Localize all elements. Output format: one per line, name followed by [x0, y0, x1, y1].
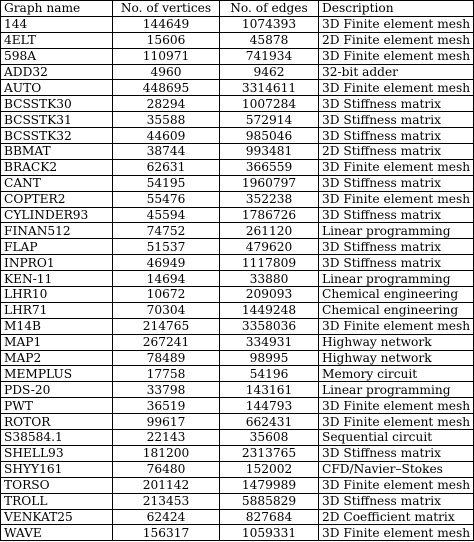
cell-vertices: 17758 [113, 366, 220, 382]
cell-graph-name: PDS-20 [1, 382, 113, 398]
cell-edges: 993481 [220, 144, 319, 160]
cell-graph-name: S38584.1 [1, 430, 113, 446]
cell-description: 3D Stiffness matrix [319, 207, 474, 223]
cell-edges: 45878 [220, 32, 319, 48]
table-row [1, 223, 474, 239]
cell-vertices: 38744 [113, 144, 220, 160]
table-row [1, 239, 474, 255]
table-row [1, 48, 474, 64]
cell-description: Chemical engineering [319, 287, 474, 303]
cell-edges: 741934 [220, 48, 319, 64]
cell-graph-name: SHELL93 [1, 445, 113, 461]
table-row [1, 509, 474, 525]
table-row [1, 255, 474, 271]
cell-description: 3D Stiffness matrix [319, 112, 474, 128]
table-row [1, 398, 474, 414]
cell-graph-name: 144 [1, 16, 113, 32]
cell-vertices: 144649 [113, 16, 220, 32]
cell-vertices: 14694 [113, 271, 220, 287]
table-row [1, 191, 474, 207]
cell-vertices: 22143 [113, 430, 220, 446]
table-row [1, 525, 474, 541]
cell-edges: 98995 [220, 350, 319, 366]
cell-edges: 1960797 [220, 175, 319, 191]
cell-vertices: 55476 [113, 191, 220, 207]
cell-description: Linear programming [319, 271, 474, 287]
cell-description: 3D Stiffness matrix [319, 128, 474, 144]
table-row [1, 32, 474, 48]
cell-vertices: 46949 [113, 255, 220, 271]
cell-edges: 152002 [220, 461, 319, 477]
cell-edges: 2313765 [220, 445, 319, 461]
table-row [1, 493, 474, 509]
cell-graph-name: AUTO [1, 80, 113, 96]
table-row [1, 302, 474, 318]
cell-graph-name: FINAN512 [1, 223, 113, 239]
table-row [1, 461, 474, 477]
cell-graph-name: LHR10 [1, 287, 113, 303]
cell-vertices: 4960 [113, 64, 220, 80]
cell-edges: 334931 [220, 334, 319, 350]
table-row [1, 271, 474, 287]
cell-edges: 366559 [220, 159, 319, 175]
table-header [1, 1, 474, 17]
cell-vertices: 36519 [113, 398, 220, 414]
cell-vertices: 99617 [113, 414, 220, 430]
table-row [1, 445, 474, 461]
cell-edges: 33880 [220, 271, 319, 287]
table-row [1, 159, 474, 175]
cell-edges: 985046 [220, 128, 319, 144]
cell-vertices: 62424 [113, 509, 220, 525]
cell-edges: 827684 [220, 509, 319, 525]
cell-description: Linear programming [319, 223, 474, 239]
cell-graph-name: SHYY161 [1, 461, 113, 477]
cell-graph-name: BBMAT [1, 144, 113, 160]
cell-vertices: 110971 [113, 48, 220, 64]
cell-graph-name: 598A [1, 48, 113, 64]
cell-vertices: 62631 [113, 159, 220, 175]
table-row [1, 64, 474, 80]
cell-description: CFD/Navier–Stokes [319, 461, 474, 477]
cell-graph-name: CANT [1, 175, 113, 191]
cell-description: 3D Stiffness matrix [319, 445, 474, 461]
cell-edges: 5885829 [220, 493, 319, 509]
cell-description: 3D Finite element mesh [319, 48, 474, 64]
table-row [1, 477, 474, 493]
cell-vertices: 156317 [113, 525, 220, 541]
table-row [1, 128, 474, 144]
cell-graph-name: MAP1 [1, 334, 113, 350]
cell-description: 2D Coefficient matrix [319, 509, 474, 525]
cell-vertices: 448695 [113, 80, 220, 96]
cell-description: 3D Finite element mesh [319, 191, 474, 207]
cell-vertices: 214765 [113, 318, 220, 334]
cell-vertices: 54195 [113, 175, 220, 191]
cell-edges: 572914 [220, 112, 319, 128]
cell-edges: 209093 [220, 287, 319, 303]
cell-edges: 1786726 [220, 207, 319, 223]
header-description: Description [319, 1, 474, 17]
cell-edges: 3358036 [220, 318, 319, 334]
table-row [1, 366, 474, 382]
cell-description: 3D Stiffness matrix [319, 493, 474, 509]
table-row [1, 287, 474, 303]
table-row [1, 175, 474, 191]
cell-edges: 144793 [220, 398, 319, 414]
cell-graph-name: ADD32 [1, 64, 113, 80]
cell-description: Chemical engineering [319, 302, 474, 318]
cell-edges: 35608 [220, 430, 319, 446]
cell-description: 3D Finite element mesh [319, 80, 474, 96]
cell-graph-name: BCSSTK30 [1, 96, 113, 112]
cell-edges: 1074393 [220, 16, 319, 32]
cell-graph-name: BCSSTK32 [1, 128, 113, 144]
table-row [1, 144, 474, 160]
cell-description: 3D Stiffness matrix [319, 96, 474, 112]
cell-vertices: 74752 [113, 223, 220, 239]
cell-graph-name: KEN-11 [1, 271, 113, 287]
cell-graph-name: MAP2 [1, 350, 113, 366]
cell-graph-name: TORSO [1, 477, 113, 493]
header-row [1, 1, 474, 17]
cell-vertices: 76480 [113, 461, 220, 477]
cell-description: Memory circuit [319, 366, 474, 382]
cell-description: 3D Finite element mesh [319, 318, 474, 334]
cell-graph-name: BCSSTK31 [1, 112, 113, 128]
cell-graph-name: CYLINDER93 [1, 207, 113, 223]
header-edges: No. of edges [220, 1, 319, 17]
cell-graph-name: BRACK2 [1, 159, 113, 175]
cell-edges: 261120 [220, 223, 319, 239]
cell-description: 3D Finite element mesh [319, 398, 474, 414]
table-row [1, 350, 474, 366]
cell-description: 3D Stiffness matrix [319, 239, 474, 255]
cell-edges: 662431 [220, 414, 319, 430]
table-row [1, 80, 474, 96]
table-row [1, 207, 474, 223]
table-row [1, 382, 474, 398]
table-row [1, 334, 474, 350]
cell-edges: 3314611 [220, 80, 319, 96]
cell-graph-name: FLAP [1, 239, 113, 255]
table-row [1, 16, 474, 32]
cell-graph-name: VENKAT25 [1, 509, 113, 525]
cell-description: 2D Finite element mesh [319, 32, 474, 48]
cell-description: 3D Finite element mesh [319, 525, 474, 541]
cell-vertices: 28294 [113, 96, 220, 112]
cell-edges: 143161 [220, 382, 319, 398]
cell-graph-name: LHR71 [1, 302, 113, 318]
cell-description: Highway network [319, 334, 474, 350]
cell-vertices: 201142 [113, 477, 220, 493]
cell-graph-name: PWT [1, 398, 113, 414]
cell-vertices: 78489 [113, 350, 220, 366]
cell-description: 3D Stiffness matrix [319, 175, 474, 191]
cell-description: 2D Stiffness matrix [319, 144, 474, 160]
cell-description: Sequential circuit [319, 430, 474, 446]
cell-description: Highway network [319, 350, 474, 366]
cell-graph-name: TROLL [1, 493, 113, 509]
cell-description: 3D Finite element mesh [319, 477, 474, 493]
cell-graph-name: WAVE [1, 525, 113, 541]
cell-graph-name: M14B [1, 318, 113, 334]
cell-graph-name: INPRO1 [1, 255, 113, 271]
cell-graph-name: ROTOR [1, 414, 113, 430]
cell-edges: 479620 [220, 239, 319, 255]
table-row [1, 112, 474, 128]
cell-edges: 1449248 [220, 302, 319, 318]
cell-graph-name: 4ELT [1, 32, 113, 48]
cell-vertices: 181200 [113, 445, 220, 461]
header-graph-name: Graph name [1, 1, 113, 17]
cell-graph-name: MEMPLUS [1, 366, 113, 382]
cell-description: 32-bit adder [319, 64, 474, 80]
cell-vertices: 213453 [113, 493, 220, 509]
cell-vertices: 45594 [113, 207, 220, 223]
table-row [1, 318, 474, 334]
table-row [1, 430, 474, 446]
header-vertices: No. of vertices [113, 1, 220, 17]
cell-description: 3D Finite element mesh [319, 159, 474, 175]
cell-edges: 1479989 [220, 477, 319, 493]
cell-edges: 1117809 [220, 255, 319, 271]
cell-description: Linear programming [319, 382, 474, 398]
cell-vertices: 51537 [113, 239, 220, 255]
cell-vertices: 33798 [113, 382, 220, 398]
cell-edges: 9462 [220, 64, 319, 80]
cell-vertices: 44609 [113, 128, 220, 144]
cell-edges: 1059331 [220, 525, 319, 541]
cell-description: 3D Stiffness matrix [319, 255, 474, 271]
cell-edges: 54196 [220, 366, 319, 382]
cell-edges: 352238 [220, 191, 319, 207]
cell-vertices: 70304 [113, 302, 220, 318]
table-row [1, 96, 474, 112]
table-body [1, 16, 474, 540]
cell-description: 3D Finite element mesh [319, 414, 474, 430]
cell-vertices: 10672 [113, 287, 220, 303]
cell-vertices: 15606 [113, 32, 220, 48]
cell-edges: 1007284 [220, 96, 319, 112]
cell-vertices: 35588 [113, 112, 220, 128]
table-row [1, 414, 474, 430]
cell-description: 3D Finite element mesh [319, 16, 474, 32]
cell-graph-name: COPTER2 [1, 191, 113, 207]
cell-vertices: 267241 [113, 334, 220, 350]
